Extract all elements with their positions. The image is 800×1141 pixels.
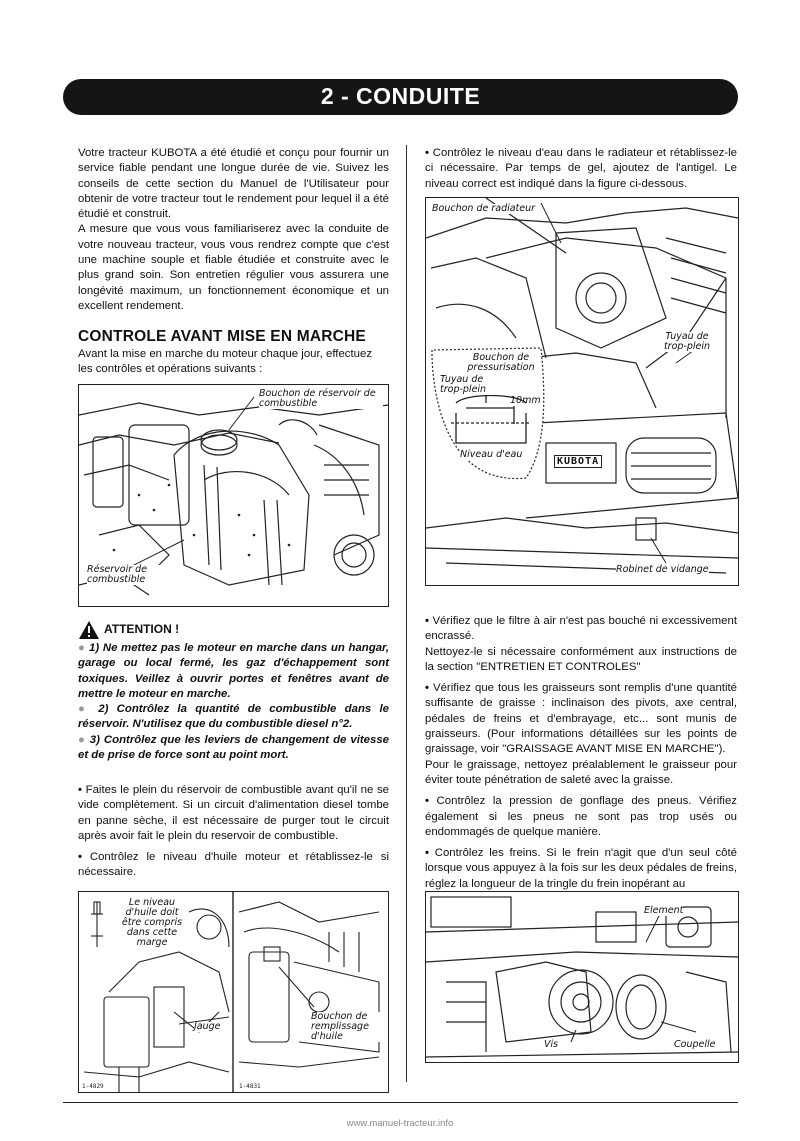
attention-item-2: ● 2) Contrôlez la quantité de combustible dans le réservoir. N'utilisez que du combustible diesel n°2. xyxy=(78,703,390,731)
label-10mm: 10mm xyxy=(510,395,541,406)
right-maintenance-text xyxy=(425,614,737,892)
attention-title: ATTENTION ! xyxy=(104,622,180,637)
section-intro: Avant la mise en marche du moteur chaque jour, effectuez les contrôles et opérations suivants : xyxy=(78,347,373,375)
label-element: Element xyxy=(644,905,684,916)
attention-item-1: ● 1) Ne mettez pas le moteur en marche dans un hangar, garage ou local fermé, les gaz d'échappement sont toxiques. Veillez à ouvrir portes et fenêtres avant de mettre le moteur en marche. xyxy=(78,642,389,700)
left-bullets xyxy=(78,783,389,881)
right-water-text xyxy=(425,146,737,192)
label-cup: Coupelle xyxy=(674,1039,716,1050)
figure-radiator xyxy=(425,197,739,586)
section-title: CONTROLE AVANT MISE EN MARCHE xyxy=(78,328,366,346)
label-dipstick: Jauge xyxy=(194,1021,221,1032)
figure-air-filter xyxy=(425,891,739,1063)
attention-item-3: ● 3) Contrôlez que les leviers de changement de vitesse et de prise de force sont au point mort. xyxy=(78,733,390,762)
intro-paragraph-1: Votre tracteur KUBOTA a été étudié et conçu pour fournir un service fiable pendant une longue durée de vie. Suivez les conseils de cette section du Manuel de l'Utilisateur pour obtenir de votre tracteur tout le rendement pour lequel il a été étudié et construit. xyxy=(78,147,389,221)
bullet-tyre-pressure: • Contrôlez la pression de gonflage des pneus. Vérifiez également si les pneus ne sont pas trop usés ou endommagés de quelque manière. xyxy=(425,794,737,840)
engine-brand-plate: KUBOTA xyxy=(554,455,602,468)
figure-oil-level xyxy=(78,891,389,1093)
air-filter-instructions: Nettoyez-le si nécessaire conformément aux instructions de la section "ENTRETIEN ET CONTROLES" xyxy=(425,645,737,673)
bullet-water-level: • Contrôlez le niveau d'eau dans le radiateur et rétablissez-le ci nécessaire. Par temps de gel, ajoutez de l'antigel. Le niveau correct est indiqué dans la figure ci-dessous. xyxy=(425,146,737,192)
bullet-brakes: • Contrôlez les freins. Si le frein n'agit que d'un seul côté lorsque vous appuyez à la fois sur les deux pédales de freins, réglez la longueur de la tringle du frein inopérant au xyxy=(425,846,737,892)
intro-paragraph-2: A mesure que vous vous familiariserez avec la conduite de votre nouveau tracteur, vous vous rendrez compte que c'est une machine souple et fiable étudiée et construite avec le plus grand soin. Son entretien régulier vous assurera une longévité maximum, un fonctionnement économique et un excellent rendement. xyxy=(78,223,389,312)
left-intro xyxy=(78,146,389,377)
footer-rule xyxy=(63,1102,738,1103)
left-attention-block xyxy=(78,620,389,763)
column-divider xyxy=(406,145,407,1082)
label-radiator-cap: Bouchon de radiateur xyxy=(432,203,536,214)
figure-code-left: 1-4829 xyxy=(82,1083,104,1090)
label-oil-filler-cap: Bouchon de remplissage d'huile xyxy=(311,1012,385,1042)
label-drain-cock: Robinet de vidange xyxy=(616,564,709,575)
air-filter-illustration xyxy=(426,892,738,1062)
footer-url: www.manuel-tracteur.info xyxy=(346,1118,454,1129)
warning-icon xyxy=(78,620,100,640)
attention-heading xyxy=(78,620,389,640)
figure-fuel-tank xyxy=(78,384,389,607)
chapter-title: 2 - CONDUITE xyxy=(320,83,481,109)
bullet-refuel: • Faites le plein du réservoir de combustible avant qu'il ne se vide complètement. Si un circuit d'alimentation diesel tombe en panne sèche, il est nécessaire de purger tout le circuit après avoir fait le plein du reservoir de combustible. xyxy=(78,783,389,844)
label-fuel-cap: Bouchon de réservoir de combustible xyxy=(259,389,383,409)
label-overflow-hose-inner: Tuyau de trop-plein xyxy=(440,375,498,395)
bullet-air-filter: • Vérifiez que le filtre à air n'est pas bouché ni excessivement encrassé. xyxy=(425,614,737,645)
label-overflow-hose: Tuyau de trop-plein xyxy=(656,332,718,352)
grease-instructions: Pour le graissage, nettoyez préalablement le graisseur pour éviter toute pénétration de saleté avec la graisse. xyxy=(425,758,737,786)
label-water-level: Niveau d'eau xyxy=(460,449,523,460)
label-pressure-cap: Bouchon de pressurisation xyxy=(462,353,540,373)
label-oil-level: Le niveau d'huile doit être compris dans cette marge xyxy=(119,898,185,948)
label-screw: Vis xyxy=(544,1039,559,1050)
bullet-oil-level: • Contrôlez le niveau d'huile moteur et rétablissez-le si nécessaire. xyxy=(78,850,389,881)
chapter-banner xyxy=(63,79,738,115)
figure-code-right: 1-4831 xyxy=(239,1083,261,1090)
bullet-grease-nipples: • Vérifiez que tous les graisseurs sont remplis d'une quantité suffisante de graisse : inclinaison des pivots, axe central, pédales de freins et d'embrayage, etc... sont munis de graisseurs. (Pour informations détaillées sur les points de graissage, voir "GRAISSAGE AVANT MISE EN MARCHE"). xyxy=(425,681,737,757)
label-fuel-tank: Réservoir de combustible xyxy=(87,565,179,585)
